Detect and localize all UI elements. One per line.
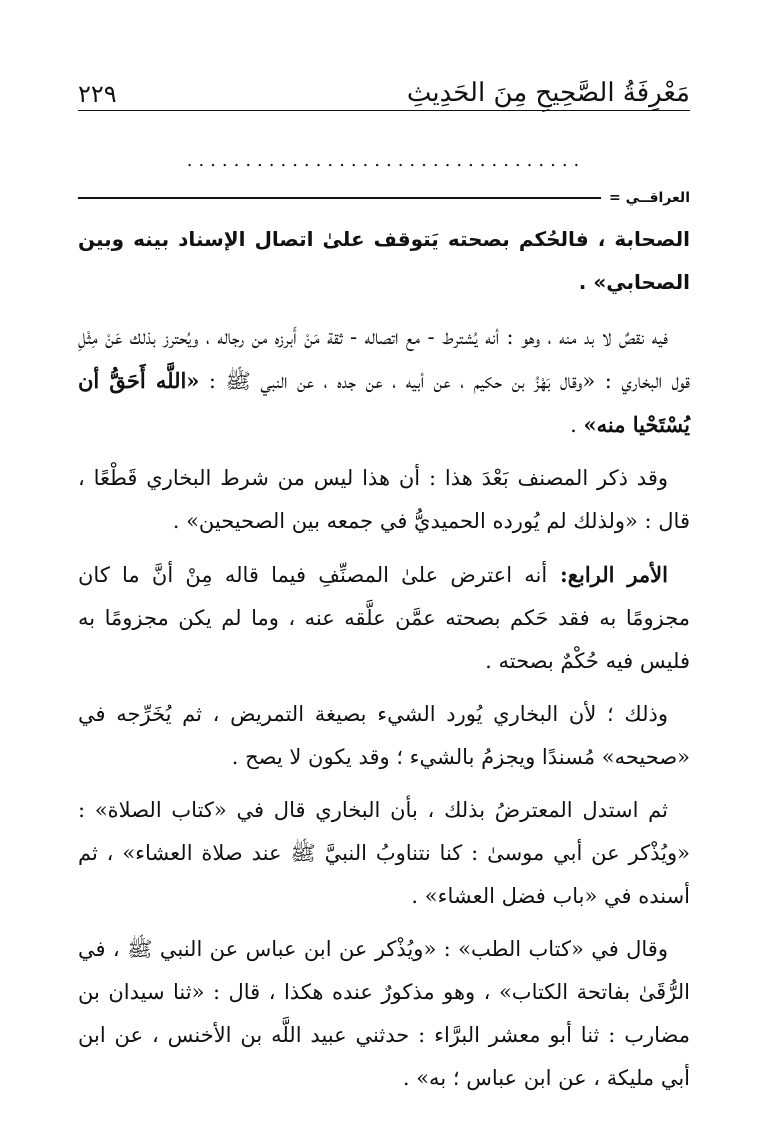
paragraph-2: [78, 457, 690, 543]
tag-rule: [78, 197, 601, 199]
header-rule: [78, 110, 690, 111]
dotted-separator: ..................................: [186, 150, 586, 171]
paragraph-text: وذلك ؛ لأن البخاري يُورد الشيء بصيغة التمريض ، ثم يُخَرِّجه في «صحيحه» مُسندًا ويجزمُ بالشيء ؛ وقد يكون لا يصح .: [78, 702, 690, 769]
main-text: [78, 218, 690, 1110]
paragraph-3: [78, 553, 690, 683]
paragraph-text: أنه اعترض علىٰ المصنِّفِ فيما قاله مِنْ أنَّ ما كان مجزومًا به فقد حَكم بصحته عمَّن علَّقه عنه ، وما لم يكن مجزومًا به فليس فيه حُكْمٌ بصحته .: [78, 563, 690, 673]
paragraph-4: [78, 693, 690, 779]
running-title: مَعْرِفَةُ الصَّحِيحِ مِنَ الحَدِيثِ: [406, 78, 690, 108]
paragraph-1: [78, 316, 690, 447]
paragraph-text: .: [570, 413, 584, 437]
hadith-quote: «اللَّه أَحَقُّ أن يُسْتَحْيا منه»: [78, 368, 690, 437]
paragraph-text: وقد ذكر المصنف بَعْدَ هذا : أن هذا ليس من شرط البخاري قَطْعًا ، قال : «ولذلك لم يُورده الحميديُّ في جمعه بين الصحيحين» .: [78, 466, 690, 533]
paragraph-text: فيه نقصٌ لا بد منه ، وهو : أنه يُشترط - مع اتصاله - ثقة مَنْ أَبرزه من رجاله ، ويُحترز بذلك عَنْ مِثْلِ قول البخاري : «وقال بَهْزُ بن حكيم ، عن أبيه ، عن جده ، عن النبي ﷺ :: [78, 325, 691, 393]
running-header: [78, 62, 690, 108]
paragraph-6: [78, 928, 690, 1100]
paragraph-text: وقال في «كتاب الطب» : «ويُذْكر عن ابن عباس عن النبي ﷺ ، في الرُّقَىٰ بفاتحة الكتاب» ، وهو مذكورٌ عنده هكذا ، قال : «ثنا سيدان بن مضارب : ثنا أبو معشر البرَّاء : حدثني عبيد اللَّه بن الأخنس ، عن ابن أبي مليكة ، عن ابن عباس ؛ به» .: [78, 937, 690, 1090]
paragraph-5: [78, 789, 690, 918]
footnote-tag-row: [78, 188, 690, 208]
lead-quote: الصحابة ، فالحُكم بصحته يَتوقف علىٰ اتصال الإسناد بينه وبين الصحابي» .: [78, 227, 690, 294]
section-heading: الأمر الرابع:: [547, 562, 668, 587]
page-number: ٢٢٩: [78, 80, 117, 108]
source-tag: العراقــي =: [609, 190, 690, 206]
paragraph-text: ثم استدل المعترضُ بذلك ، بأن البخاري قال في «كتاب الصلاة» : «ويُذْكر عن أبي موسىٰ : كنا نتناوبُ النبيَّ ﷺ عند صلاة العشاء» ، ثم أسنده في «باب فضل العشاء» .: [78, 798, 690, 908]
